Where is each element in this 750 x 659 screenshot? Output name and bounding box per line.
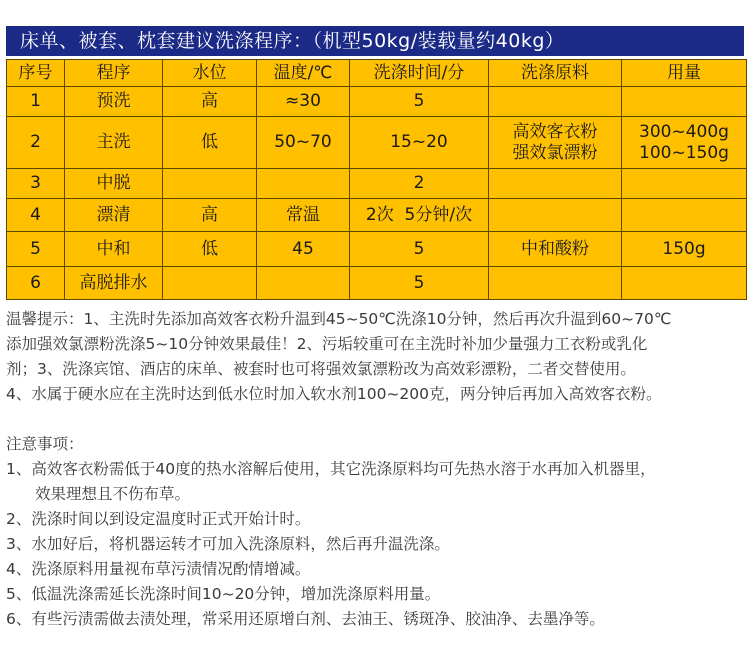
cell-step: 预洗 [65,87,163,117]
cell-temp [257,169,350,199]
cell-amount [622,87,747,117]
cell-amount: 300~400g 100~150g [622,117,747,169]
header-cell-amount: 用量 [622,60,747,87]
cell-temp: 常温 [257,199,350,232]
header-cell-water: 水位 [163,60,257,87]
tip-line: 温馨提示：1、主洗时先添加高效客衣粉升温到45~50℃洗涤10分钟，然后再次升温到60~70℃ [6,310,672,328]
cell-water: 高 [163,87,257,117]
header-cell-no: 序号 [7,60,65,87]
cell-time: 2 [350,169,489,199]
table-row [7,267,747,300]
cell-no: 4 [7,199,65,232]
cell-step: 主洗 [65,117,163,169]
cell-amount [622,199,747,232]
notice-item: 2、洗涤时间以到设定温度时正式开始计时。 [6,510,311,528]
cell-material [489,169,622,199]
table-row [7,87,747,117]
notice-item: 6、有些污渍需做去渍处理，常采用还原增白剂、去油王、锈斑净、胶油净、去墨净等。 [6,610,605,628]
cell-step: 中和 [65,232,163,267]
banner-title: 床单、被套、枕套建议洗涤程序：（机型50kg/装载量约40kg） [20,30,565,52]
cell-step: 高脱排水 [65,267,163,300]
cell-no: 5 [7,232,65,267]
cell-time: 5 [350,87,489,117]
tip-line: 4、水属于硬水应在主洗时达到低水位时加入软水剂100~200克，两分钟后再加入高效客衣粉。 [6,385,662,403]
title-banner [6,26,744,56]
notice-item: 4、洗涤原料用量视布草污渍情况酌情增减。 [6,560,311,578]
cell-water: 高 [163,199,257,232]
notice-item: 5、低温洗涤需延长洗涤时间10~20分钟，增加洗涤原料用量。 [6,585,441,603]
cell-water: 低 [163,117,257,169]
cell-step: 漂清 [65,199,163,232]
cell-no: 3 [7,169,65,199]
header-cell-temp: 温度/℃ [257,60,350,87]
cell-temp [257,267,350,300]
cell-amount [622,267,747,300]
cell-temp: ≈30 [257,87,350,117]
table-row [7,199,747,232]
notice-title: 注意事项： [6,435,84,453]
cell-amount [622,169,747,199]
table-row [7,169,747,199]
table-row [7,232,747,267]
cell-water: 低 [163,232,257,267]
table-row [7,117,747,169]
cell-temp: 50~70 [257,117,350,169]
spacer [6,407,750,432]
cell-temp: 45 [257,232,350,267]
header-cell-step: 程序 [65,60,163,87]
wash-program-table [6,59,747,300]
cell-material [489,267,622,300]
notes-section [6,307,750,632]
notice-item: 3、水加好后，将机器运转才可加入洗涤原料，然后再升温洗涤。 [6,535,450,553]
table-header-row [7,60,747,87]
tip-line: 添加强效氯漂粉洗涤5~10分钟效果最佳！2、污垢较重可在主洗时补加少量强力工衣粉或乳化 [6,335,648,353]
header-cell-time: 洗涤时间/分 [350,60,489,87]
cell-material: 中和酸粉 [489,232,622,267]
cell-time: 5 [350,232,489,267]
notice-block [6,432,750,632]
tip-line: 剂；3、洗涤宾馆、酒店的床单、被套时也可将强效氯漂粉改为高效彩漂粉，二者交替使用。 [6,360,636,378]
cell-material: 高效客衣粉 强效氯漂粉 [489,117,622,169]
header-cell-material: 洗涤原料 [489,60,622,87]
cell-material [489,199,622,232]
cell-material [489,87,622,117]
cell-step: 中脱 [65,169,163,199]
cell-water [163,169,257,199]
cell-time: 5 [350,267,489,300]
tips-block [6,307,750,407]
cell-amount: 150g [622,232,747,267]
cell-time: 2次 5分钟/次 [350,199,489,232]
notice-item: 1、高效客衣粉需低于40度的热水溶解后使用，其它洗涤原料均可先热水溶于水再加入机器里， [6,460,656,478]
cell-no: 6 [7,267,65,300]
cell-no: 2 [7,117,65,169]
notice-item-continuation: 效果理想且不伤布草。 [35,485,191,503]
cell-water [163,267,257,300]
cell-time: 15~20 [350,117,489,169]
cell-no: 1 [7,87,65,117]
